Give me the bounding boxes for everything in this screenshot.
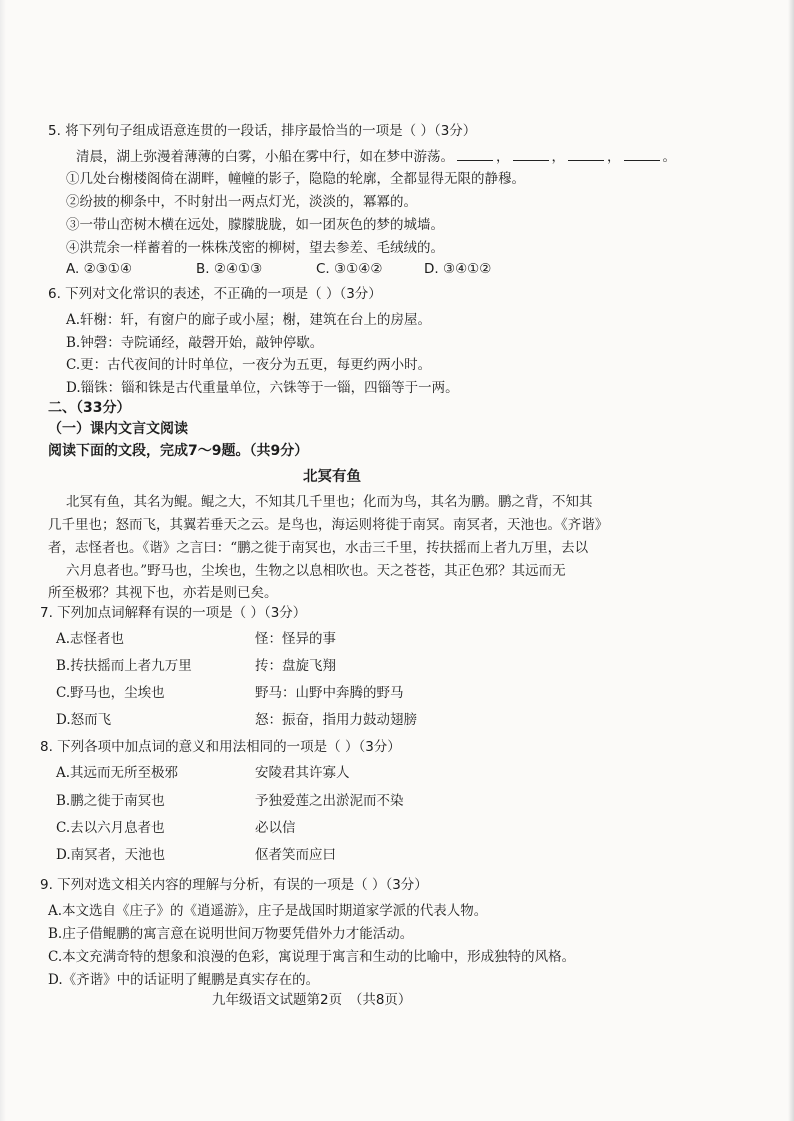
section-2-instructions: 阅读下面的文段，完成7～9题。（共9分）	[48, 443, 309, 459]
q6-option-c: C.更：古代夜间的计时单位，一夜分为五更，每更约两小时。	[66, 357, 432, 373]
q8-row-b-right: 予独爱莲之出淤泥而不染	[255, 793, 404, 809]
scan-edge-right	[788, 0, 794, 1121]
passage-line-2: 几千里也；怒而飞，其翼若垂天之云。是鸟也，海运则将徙于南冥。南冥者，天池也。《齐谐》	[48, 517, 609, 533]
q9-option-c: C.本文充满奇特的想象和浪漫的色彩，寓说理于寓言和生动的比喻中，形成独特的风格。	[48, 949, 576, 965]
q9-option-d: D.《齐谐》中的话证明了鲲鹏是真实存在的。	[48, 972, 320, 988]
q7-row-a-right: 怪：怪异的事	[255, 631, 336, 647]
section-2-label: 二、（33分）	[48, 400, 131, 416]
q5-option-a: A. ②③①④	[66, 261, 132, 277]
q5-blank-1	[457, 148, 493, 161]
passage-line-5: 所至极邪？其视下也，亦若是则已矣。	[48, 585, 278, 601]
q6-option-a: A.轩榭：轩，有窗户的廊子或小屋；榭，建筑在台上的房屋。	[66, 312, 432, 328]
q8-row-b-left: B.鹏之徙于南冥也	[56, 793, 165, 809]
q5-blank-3	[568, 148, 604, 161]
q7-stem: 7. 下列加点词解释有误的一项是（ ）（3分）	[40, 605, 307, 621]
q5-blank-4	[624, 148, 660, 161]
q6-stem: 6. 下列对文化常识的表述，不正确的一项是（ ）（3分）	[48, 286, 382, 302]
q5-sentence-1: ①几处台榭楼阁倚在湖畔，幢幢的影子，隐隐的轮廓，全都显得无限的静穆。	[66, 171, 525, 187]
q7-row-a-left: A.志怪者也	[56, 631, 125, 647]
q8-row-c-left: C.去以六月息者也	[56, 820, 165, 836]
section-2-sub: （一）课内文言文阅读	[48, 421, 188, 437]
passage-title: 北冥有鱼	[303, 469, 361, 485]
q7-row-c-left: C.野马也，尘埃也	[56, 685, 165, 701]
q8-row-a-right: 安陵君其许寡人	[255, 765, 350, 781]
q5-option-c: C. ③①④②	[316, 261, 383, 277]
q7-row-d-left: D.怒而飞	[56, 712, 112, 728]
q9-option-a: A.本文选自《庄子》的《逍遥游》，庄子是战国时期道家学派的代表人物。	[48, 903, 488, 919]
q7-row-b-right: 抟：盘旋飞翔	[255, 658, 336, 674]
q8-row-a-left: A.其远而无所至极邪	[56, 765, 179, 781]
q5-blank-2	[513, 148, 549, 161]
q8-row-d-right: 伛者笑而应曰	[255, 847, 336, 863]
q5-option-d: D. ③④①②	[424, 261, 492, 277]
q7-row-d-right: 怒：振奋，指用力鼓动翅膀	[255, 712, 417, 728]
q5-sentence-4: ④洪荒余一样蓄着的一株株茂密的柳树，望去参差、毛绒绒的。	[66, 240, 444, 256]
scan-shadow-left	[0, 0, 6, 1121]
q8-row-d-left: D.南冥者，天池也	[56, 847, 166, 863]
q5-option-b: B. ②④①③	[196, 261, 263, 277]
q6-option-d: D.锱铢：锱和铢是古代重量单位，六铢等于一锱，四锱等于一两。	[66, 380, 459, 396]
q9-stem: 9. 下列对选文相关内容的理解与分析，有误的一项是（ ）（3分）	[40, 877, 428, 893]
q8-row-c-right: 必以信	[255, 820, 296, 836]
q8-stem: 8. 下列各项中加点词的意义和用法相同的一项是（ ）（3分）	[40, 739, 401, 755]
q7-row-c-right: 野马：山野中奔腾的野马	[255, 685, 404, 701]
q5-sentence-3: ③一带山峦树木横在远处，朦朦胧胧，如一团灰色的梦的城墙。	[66, 217, 444, 233]
q5-sentence-2: ②纷披的柳条中，不时射出一两点灯光，淡淡的，冪冪的。	[66, 194, 417, 210]
q9-option-b: B.庄子借鲲鹏的寓言意在说明世间万物要凭借外力才能活动。	[48, 926, 414, 942]
page-footer: 九年级语文试题第2页 （共8页）	[212, 992, 412, 1008]
passage-line-3: 者，志怪者也。《谐》之言曰：“鹏之徙于南冥也，水击三千里，抟扶摇而上者九万里，去以	[48, 540, 589, 556]
q5-intro: 清晨，湖上弥漫着薄薄的白雾，小船在雾中行，如在梦中游荡。 ， ， ， 。	[76, 149, 676, 165]
q7-row-b-left: B.抟扶摇而上者九万里	[56, 658, 192, 674]
q6-option-b: B.钟磬：寺院诵经，敲磬开始，敲钟停歇。	[66, 335, 324, 351]
passage-line-1: 北冥有鱼，其名为鲲。鲲之大，不知其几千里也；化而为鸟，其名为鹏。鹏之背，不知其	[66, 494, 593, 510]
q5-intro-text: 清晨，湖上弥漫着薄薄的白雾，小船在雾中行，如在梦中游荡。	[76, 149, 454, 165]
passage-line-4: 六月息者也。”野马也，尘埃也，生物之以息相吹也。天之苍苍，其正色邪？其远而无	[66, 563, 566, 579]
q5-stem: 5. 将下列句子组成语意连贯的一段话，排序最恰当的一项是（ ）（3分）	[48, 123, 477, 139]
